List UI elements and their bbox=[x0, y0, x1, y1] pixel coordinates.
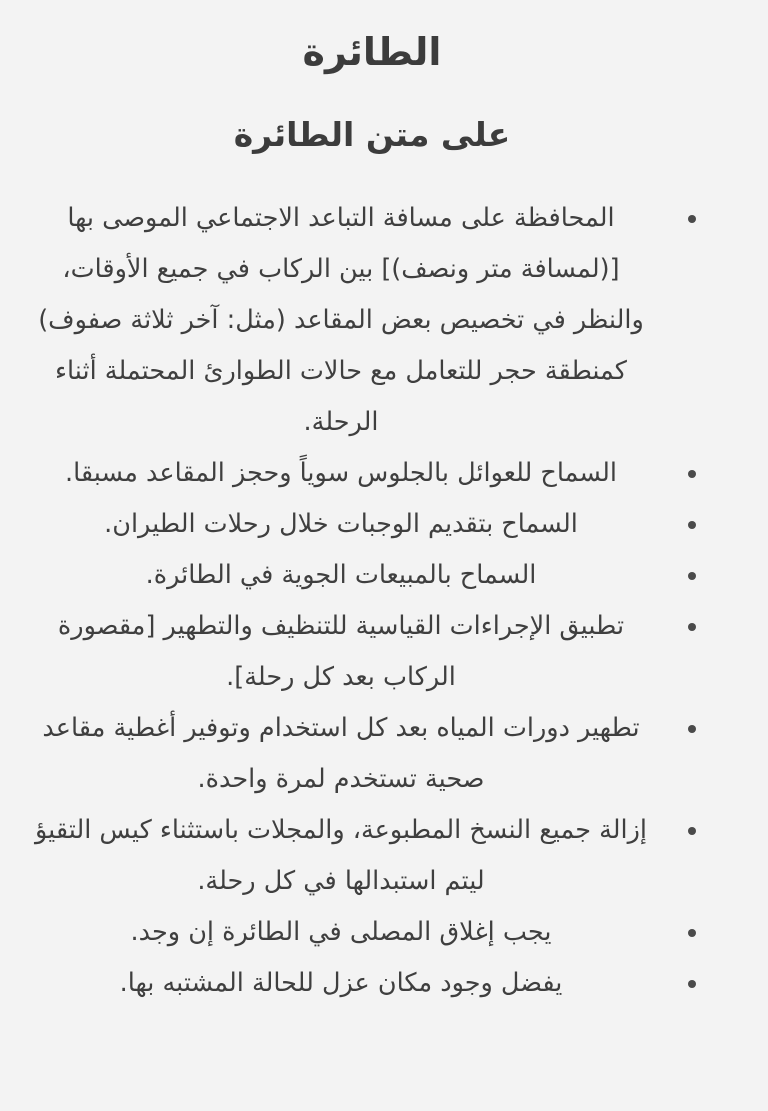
list-item bbox=[34, 601, 710, 703]
bullet-icon bbox=[688, 215, 696, 223]
bullet-icon bbox=[688, 470, 696, 478]
list-item-text: تطبيق الإجراءات القياسية للتنظيف والتطهير [مقصورة الركاب بعد كل رحلة]. bbox=[57, 611, 625, 692]
list-item-text: المحافظة على مسافة التباعد الاجتماعي الموصى بها [(لمسافة متر ونصف)] بين الركاب في جميع الأوقات، والنظر في تخصيص بعض المقاعد (مثل: آخر ثلاثة صفوف) كمنطقة حجر للتعامل مع حالات الطوارئ المحتملة أثناء الرحلة. bbox=[38, 203, 644, 437]
list-item-text: يفضل وجود مكان عزل للحالة المشتبه بها. bbox=[119, 968, 563, 998]
bullet-icon bbox=[688, 827, 696, 835]
list-item bbox=[34, 193, 710, 448]
list-item-text: السماح بالمبيعات الجوية في الطائرة. bbox=[145, 560, 537, 590]
section-subtitle: على متن الطائرة bbox=[233, 115, 511, 154]
bullet-icon bbox=[688, 521, 696, 529]
list-item bbox=[34, 550, 710, 601]
page-title: الطائرة bbox=[302, 30, 442, 74]
list-item-text: السماح للعوائل بالجلوس سوياً وحجز المقاعد مسبقا. bbox=[65, 458, 617, 488]
bullet-icon bbox=[688, 572, 696, 580]
list-item-text: يجب إغلاق المصلى في الطائرة إن وجد. bbox=[130, 917, 552, 947]
list-item bbox=[34, 448, 710, 499]
bullet-icon bbox=[688, 725, 696, 733]
bullet-icon bbox=[688, 980, 696, 988]
bullet-icon bbox=[688, 623, 696, 631]
list-item bbox=[34, 805, 710, 907]
list-item bbox=[34, 958, 710, 1009]
list-item bbox=[34, 499, 710, 550]
list-item-text: السماح بتقديم الوجبات خلال رحلات الطيران. bbox=[104, 509, 578, 539]
measures-list bbox=[34, 193, 710, 1009]
list-item-text: تطهير دورات المياه بعد كل استخدام وتوفير أغطية مقاعد صحية تستخدم لمرة واحدة. bbox=[42, 713, 640, 794]
bullet-icon bbox=[688, 929, 696, 937]
list-item bbox=[34, 703, 710, 805]
list-item-text: إزالة جميع النسخ المطبوعة، والمجلات باستثناء كيس التقيؤ ليتم استبدالها في كل رحلة. bbox=[34, 815, 648, 896]
list-item bbox=[34, 907, 710, 958]
